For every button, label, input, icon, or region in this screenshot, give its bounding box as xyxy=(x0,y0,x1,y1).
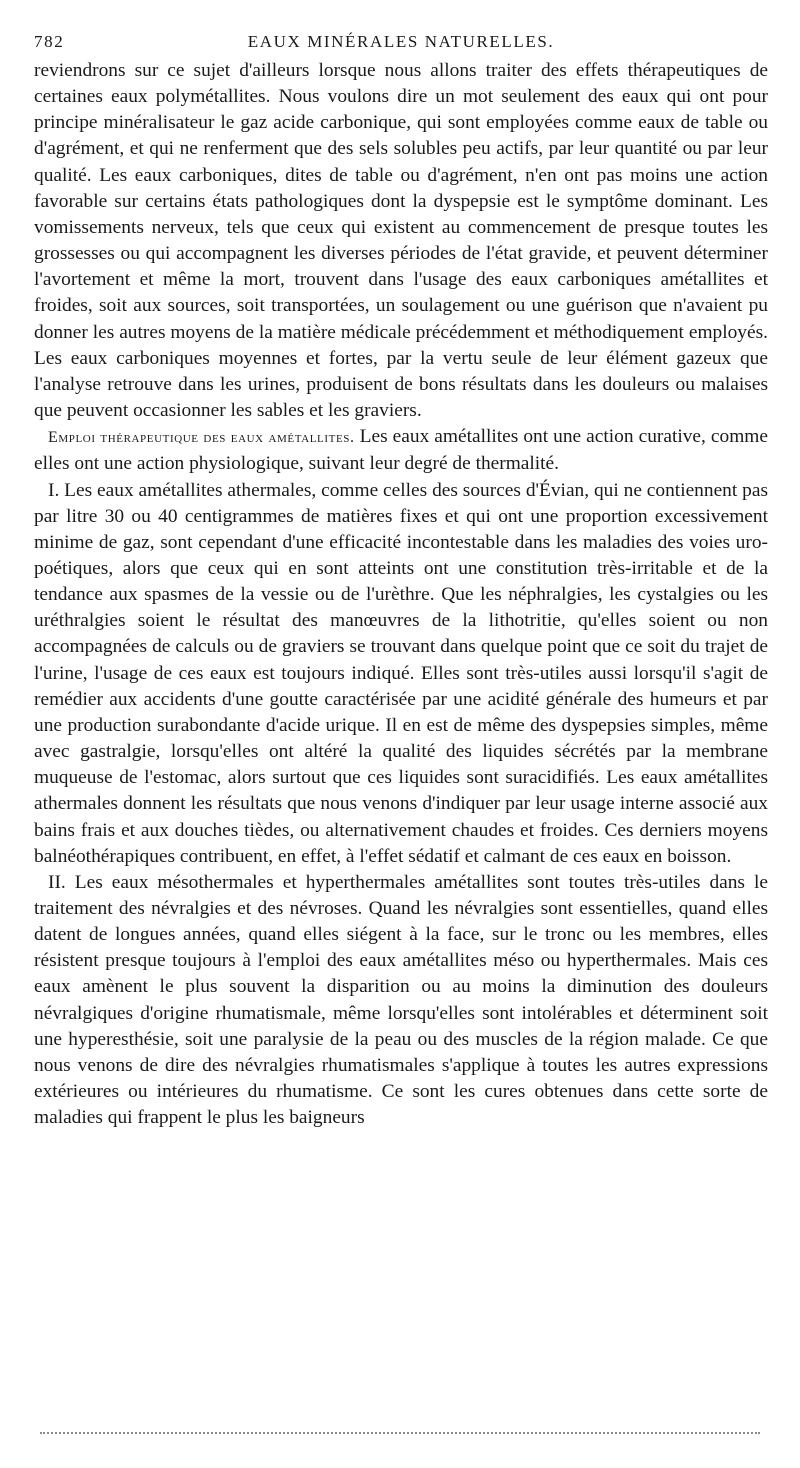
page-number: 782 xyxy=(34,32,65,51)
paragraph-therapeutic-use xyxy=(34,424,768,477)
paragraph-athermal-waters: I. Les eaux amétallites athermales, comme celles des sources d'Évian, qui ne contiennent pas par litre 30 ou 40 centigrammes de matières fixes et qui ont une proportion excessivement minime de gaz, sont cependant d'une efficacité incontestable dans les maladies des voies uro-poétiques, alors que ceux qui en sont atteints ont une constitution très-irritable et de la tendance aux spasmes de la vessie ou de l'urèthre. Que les néphralgies, les cystalgies ou les uréthralgies soient le résultat des manœuvres de la lithotritie, qu'elles soient ou non accompagnées de calculs ou de graviers se trouvant dans quelque point que ce soit du trajet de l'urine, l'usage de ces eaux est toujours indiqué. Elles sont très-utiles aussi lorsqu'il s'agit de remédier aux accidents d'une goutte caractérisée par une acidité générale des humeurs et par une production surabondante d'acide urique. Il en est de même des dyspepsies simples, même avec gastralgie, lorsqu'elles ont altéré la qualité des liquides sécrétés par la membrane muqueuse de l'estomac, alors surtout que ces liquides sont suracidifiés. Les eaux amétallites athermales donnent les résultats que nous venons d'indiquer par leur usage interne associé aux bains frais et aux douches tièdes, ou alternativement chaudes et froides. Ces derniers moyens balnéothérapiques contribuent, en effet, à l'effet sédatif et calmant de ces eaux en boisson. xyxy=(34,479,768,867)
paragraph-carbonic-waters: reviendrons sur ce sujet d'ailleurs lorsque nous allons traiter des effets thérapeutiques de certaines eaux polymétallites. Nous voulons dire un mot seulement des eaux qui ont pour principe minéralisateur le gaz acide carbonique, qui sont employées comme eaux de table ou d'agrément, et qui ne renferment que des sels solubles peu actifs, par leur quantité ou par leur qualité. Les eaux carboniques, dites de table ou d'agrément, n'en ont pas moins une action favorable sur certains états pathologiques dont la dyspepsie est le symptôme dominant. Les vomissements nerveux, tels que ceux qui existent au commencement de presque toutes les grossesses ou qui accompagnent les diverses périodes de l'état gravide, et peuvent déterminer l'avortement et même la mort, trouvent dans l'usage des eaux carboniques amétallites et froides, soit aux sources, soit transportées, un soulagement ou une guérison que n'avaient pu donner les autres moyens de la matière médicale précédemment et méthodiquement employés. Les eaux carboniques moyennes et fortes, par la vertu seule de leur élément gazeux que l'analyse retrouve dans les urines, produisent de bons résultats dans les douleurs ou malaises que peuvent occasionner les sables et les graviers. xyxy=(34,60,768,422)
section-intro-text: Les eaux amétallites ont une action curative, comme elles ont une action physiologique, suivant leur degré de thermalité. xyxy=(34,426,768,475)
section-heading: Emploi thérapeutique des eaux amétallites. xyxy=(48,429,355,447)
running-title: EAUX MINÉRALES NATURELLES. xyxy=(247,32,555,51)
book-page xyxy=(34,32,768,1131)
footer-dotted-rule xyxy=(40,1432,760,1434)
running-head xyxy=(34,32,768,58)
paragraph-thermal-waters: II. Les eaux mésothermales et hyperthermales amétallites sont toutes très-utiles dans le traitement des névralgies et des névroses. Quand les névralgies sont essentielles, quand elles datent de longues années, quand elles siégent à la face, sur le tronc ou les membres, elles résistent presque toujours à l'emploi des eaux amétallites méso ou hyperthermales. Mais ces eaux amènent le plus souvent la disparition ou au moins la diminution des douleurs névralgiques d'origine rhumatismale, même lorsqu'elles sont intolérables et déterminent soit une hyperesthésie, soit une paralysie de la peau ou des muscles de la région malade. Ce que nous venons de dire des névralgies rhumatismales s'applique à toutes les autres expressions extérieures ou intérieures du rhumatisme. Ce sont les cures obtenues dans cette sorte de maladies qui frappent le plus les baigneurs xyxy=(34,871,768,1129)
body-text xyxy=(34,58,768,1131)
